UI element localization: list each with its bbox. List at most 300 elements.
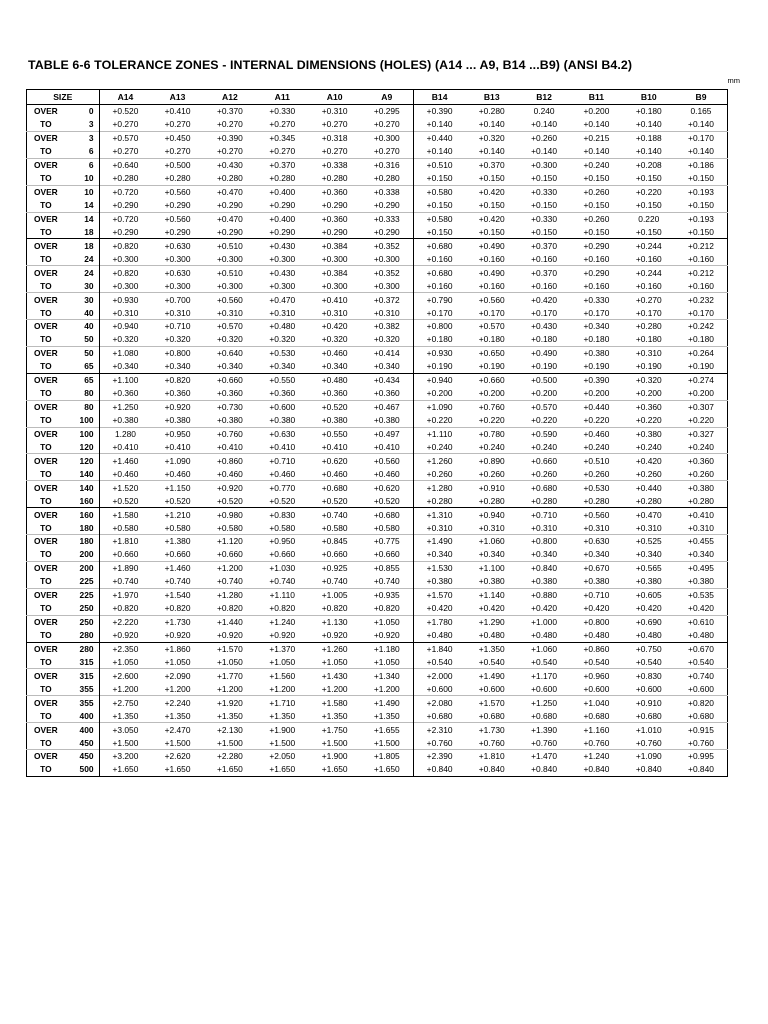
row-range-label: TO xyxy=(40,119,52,130)
tolerance-cell: +0.260 xyxy=(518,131,570,144)
tolerance-cell: +0.310 xyxy=(583,522,610,533)
table-row xyxy=(27,414,728,427)
tolerance-cell: +0.840 xyxy=(518,561,570,574)
tolerance-cell: +0.950 xyxy=(151,427,203,440)
table-row xyxy=(27,172,728,185)
tolerance-cell: +0.200 xyxy=(583,106,610,117)
tolerance-cell: +1.090 xyxy=(151,454,203,467)
tolerance-cell: +0.480 xyxy=(308,373,360,386)
tolerance-cell: +0.352 xyxy=(361,266,413,279)
tolerance-cell: +0.420 xyxy=(635,603,662,614)
tolerance-cell: +0.270 xyxy=(99,145,151,158)
tolerance-cell: +0.150 xyxy=(583,200,610,211)
tolerance-cell: +0.760 xyxy=(688,737,714,748)
tolerance-cell: +0.290 xyxy=(269,226,296,237)
tolerance-cell: +0.327 xyxy=(675,427,728,440)
tolerance-cell: +0.540 xyxy=(531,656,557,667)
tolerance-cell: +2.390 xyxy=(413,750,465,763)
header-a10: A10 xyxy=(308,90,360,105)
tolerance-cell: +0.270 xyxy=(164,146,191,157)
tolerance-cell: +1.250 xyxy=(99,400,151,413)
tolerance-cell: +0.434 xyxy=(361,373,413,386)
tolerance-cell: +0.980 xyxy=(204,508,256,521)
row-size-value: 280 xyxy=(79,630,94,641)
tolerance-cell: +0.150 xyxy=(531,226,557,237)
table-row xyxy=(27,185,728,198)
tolerance-cell: +0.280 xyxy=(478,495,505,506)
tolerance-cell: +0.280 xyxy=(478,106,505,117)
tolerance-cell: +0.430 xyxy=(518,320,570,333)
tolerance-cell: +0.300 xyxy=(269,280,296,291)
row-range-label: OVER xyxy=(27,346,65,359)
tolerance-cell: +0.800 xyxy=(151,346,203,359)
tolerance-cell: +0.382 xyxy=(361,320,413,333)
tolerance-cell: +0.372 xyxy=(361,293,413,306)
tolerance-cell: +0.380 xyxy=(583,576,610,587)
tolerance-cell: +0.660 xyxy=(466,373,518,386)
table-row xyxy=(27,131,728,144)
tolerance-cell: +0.150 xyxy=(583,173,610,184)
tolerance-cell: +1.200 xyxy=(164,683,191,694)
row-range-label: TO xyxy=(40,146,52,157)
tolerance-cell: +0.920 xyxy=(99,629,151,642)
tolerance-cell: +0.150 xyxy=(413,199,465,212)
tolerance-cell: +0.240 xyxy=(531,441,557,452)
tolerance-cell: +0.140 xyxy=(413,118,465,131)
row-range-label: TO xyxy=(40,280,52,291)
tolerance-cell: +0.310 xyxy=(321,106,348,117)
row-size-value: 225 xyxy=(79,576,94,587)
tolerance-cell: +0.330 xyxy=(518,212,570,225)
tolerance-cell: +0.530 xyxy=(256,346,308,359)
row-size-value: 14 xyxy=(84,200,94,211)
tolerance-cell: +0.520 xyxy=(216,495,243,506)
tolerance-cell: +0.820 xyxy=(321,603,348,614)
row-size-value: 50 xyxy=(65,346,99,359)
tolerance-table xyxy=(26,89,728,777)
tolerance-cell: +0.920 xyxy=(216,630,243,641)
tolerance-cell: +2.220 xyxy=(99,615,151,628)
row-size-value: 6 xyxy=(65,158,99,171)
tolerance-cell: +0.160 xyxy=(688,253,714,264)
tolerance-cell: +0.270 xyxy=(321,119,348,130)
tolerance-cell: +1.110 xyxy=(256,588,308,601)
tolerance-cell: +0.140 xyxy=(635,119,662,130)
tolerance-cell: +1.490 xyxy=(466,669,518,682)
tolerance-cell: +0.605 xyxy=(623,588,675,601)
tolerance-cell: +0.580 xyxy=(321,522,348,533)
tolerance-cell: +0.360 xyxy=(321,388,348,399)
row-size-value: 18 xyxy=(65,239,99,252)
tolerance-cell: +1.200 xyxy=(321,683,348,694)
tolerance-cell: +0.920 xyxy=(321,630,348,641)
tolerance-cell: +0.150 xyxy=(583,226,610,237)
tolerance-cell: +0.370 xyxy=(216,106,243,117)
tolerance-cell: +0.440 xyxy=(413,131,465,144)
tolerance-cell: +0.820 xyxy=(216,603,243,614)
tolerance-cell: +0.960 xyxy=(570,669,622,682)
row-range-label: TO xyxy=(40,603,52,614)
tolerance-cell: +0.352 xyxy=(361,239,413,252)
tolerance-cell: +1.390 xyxy=(518,723,570,736)
tolerance-cell: +0.320 xyxy=(623,373,675,386)
tolerance-cell: +0.920 xyxy=(204,481,256,494)
tolerance-cell: +0.680 xyxy=(583,710,610,721)
tolerance-cell: +0.160 xyxy=(413,279,465,292)
tolerance-cell: +0.680 xyxy=(308,481,360,494)
tolerance-cell: +0.330 xyxy=(518,185,570,198)
row-range-label: OVER xyxy=(27,373,65,386)
tolerance-cell: +0.530 xyxy=(570,481,622,494)
tolerance-cell: +0.140 xyxy=(688,119,714,130)
tolerance-cell: +0.420 xyxy=(466,212,518,225)
row-range-label: OVER xyxy=(27,212,65,225)
tolerance-cell: 0.165 xyxy=(690,106,712,117)
tolerance-cell: +0.760 xyxy=(531,737,557,748)
row-range-label: OVER xyxy=(27,588,65,601)
tolerance-cell: +1.500 xyxy=(321,737,348,748)
header-a11: A11 xyxy=(256,90,308,105)
row-size-value: 80 xyxy=(84,388,94,399)
table-row xyxy=(27,266,728,279)
tolerance-cell: +0.360 xyxy=(99,387,151,400)
tolerance-cell: +0.680 xyxy=(531,710,557,721)
tolerance-cell: +0.260 xyxy=(688,468,714,479)
tolerance-cell: +2.350 xyxy=(99,642,151,655)
tolerance-cell: +0.820 xyxy=(675,696,728,709)
tolerance-cell: +0.220 xyxy=(583,415,610,426)
row-size-value: 400 xyxy=(79,710,94,721)
row-size-value: 500 xyxy=(79,764,94,775)
tolerance-cell: +0.480 xyxy=(256,320,308,333)
tolerance-cell: +0.520 xyxy=(164,495,191,506)
table-row xyxy=(27,763,728,776)
tolerance-cell: +0.410 xyxy=(675,508,728,521)
tolerance-cell: +0.660 xyxy=(373,549,400,560)
row-range-label: OVER xyxy=(27,723,65,736)
table-title: TABLE 6-6 TOLERANCE ZONES - INTERNAL DIMENSIONS (HOLES) (A14 ... A9, B14 ...B9) (ANSI B4.2) xyxy=(28,58,633,72)
tolerance-cell: +0.360 xyxy=(164,388,191,399)
row-size-value: 160 xyxy=(65,508,99,521)
tolerance-cell: +1.050 xyxy=(164,656,191,667)
tolerance-cell: +0.410 xyxy=(373,441,400,452)
tolerance-cell: +0.480 xyxy=(531,630,557,641)
header-b12: B12 xyxy=(518,90,570,105)
tolerance-cell: +1.810 xyxy=(466,750,518,763)
tolerance-cell: +0.410 xyxy=(164,441,191,452)
table-row xyxy=(27,481,728,494)
table-row xyxy=(27,333,728,346)
tolerance-cell: +1.350 xyxy=(321,710,348,721)
tolerance-cell: +0.340 xyxy=(373,361,400,372)
row-range-label: OVER xyxy=(27,535,65,548)
tolerance-cell: +0.820 xyxy=(151,373,203,386)
tolerance-cell: +1.730 xyxy=(151,615,203,628)
table-row xyxy=(27,118,728,131)
tolerance-cell: +0.510 xyxy=(204,266,256,279)
tolerance-cell: +1.200 xyxy=(269,683,296,694)
tolerance-cell: +0.560 xyxy=(361,454,413,467)
tolerance-cell: +0.340 xyxy=(99,360,151,373)
tolerance-cell: +0.170 xyxy=(413,306,465,319)
tolerance-cell: +0.320 xyxy=(99,333,151,346)
tolerance-cell: +0.460 xyxy=(99,467,151,480)
tolerance-cell: +0.280 xyxy=(164,173,191,184)
tolerance-cell: +0.890 xyxy=(466,454,518,467)
row-size-value: 250 xyxy=(79,603,94,614)
tolerance-cell: +2.280 xyxy=(204,750,256,763)
tolerance-cell: +0.680 xyxy=(413,266,465,279)
header-b13: B13 xyxy=(466,90,518,105)
tolerance-cell: +0.360 xyxy=(675,454,728,467)
tolerance-cell: +0.280 xyxy=(531,495,557,506)
tolerance-cell: +0.390 xyxy=(413,105,465,118)
tolerance-cell: +0.330 xyxy=(269,106,296,117)
tolerance-cell: +0.310 xyxy=(688,522,714,533)
tolerance-cell: +0.800 xyxy=(413,320,465,333)
tolerance-cell: +0.580 xyxy=(413,185,465,198)
table-row xyxy=(27,145,728,158)
row-size-value: 180 xyxy=(65,535,99,548)
tolerance-cell: +0.460 xyxy=(321,468,348,479)
tolerance-cell: +0.820 xyxy=(99,239,151,252)
tolerance-cell: +0.310 xyxy=(269,307,296,318)
tolerance-cell: +0.925 xyxy=(308,561,360,574)
tolerance-cell: +0.570 xyxy=(466,320,518,333)
tolerance-cell: +0.450 xyxy=(151,131,203,144)
tolerance-cell: +0.340 xyxy=(321,361,348,372)
table-row xyxy=(27,669,728,682)
tolerance-cell: +0.680 xyxy=(635,710,662,721)
row-range-label: OVER xyxy=(27,508,65,521)
tolerance-cell: +1.120 xyxy=(204,535,256,548)
tolerance-cell: +0.480 xyxy=(635,630,662,641)
tolerance-cell: +0.193 xyxy=(675,212,728,225)
tolerance-cell: +0.550 xyxy=(308,427,360,440)
header-a9: A9 xyxy=(361,90,413,105)
tolerance-cell: +1.440 xyxy=(204,615,256,628)
tolerance-cell: +0.215 xyxy=(570,131,622,144)
tolerance-cell: +0.420 xyxy=(688,603,714,614)
tolerance-cell: +0.340 xyxy=(688,549,714,560)
table-row xyxy=(27,642,728,655)
tolerance-cell: +0.212 xyxy=(675,266,728,279)
tolerance-cell: +0.680 xyxy=(413,709,465,722)
tolerance-cell: +0.140 xyxy=(688,146,714,157)
tolerance-cell: +0.910 xyxy=(466,481,518,494)
row-range-label: TO xyxy=(40,200,52,211)
table-row xyxy=(27,105,728,118)
tolerance-cell: +0.330 xyxy=(570,293,622,306)
tolerance-cell: +0.160 xyxy=(688,280,714,291)
tolerance-cell: +0.240 xyxy=(688,441,714,452)
tolerance-cell: +0.580 xyxy=(373,522,400,533)
tolerance-cell: +1.970 xyxy=(99,588,151,601)
tolerance-cell: +0.307 xyxy=(675,400,728,413)
tolerance-cell: +0.260 xyxy=(570,185,622,198)
tolerance-cell: +0.240 xyxy=(635,441,662,452)
tolerance-cell: +0.380 xyxy=(164,415,191,426)
tolerance-cell: +0.220 xyxy=(635,415,662,426)
tolerance-cell: +1.100 xyxy=(99,373,151,386)
tolerance-cell: +0.320 xyxy=(321,334,348,345)
tolerance-cell: +0.600 xyxy=(478,683,505,694)
tolerance-cell: +0.660 xyxy=(518,454,570,467)
tolerance-cell: +0.770 xyxy=(256,481,308,494)
tolerance-cell: +0.280 xyxy=(321,173,348,184)
tolerance-cell: +0.410 xyxy=(308,293,360,306)
tolerance-cell: +1.250 xyxy=(518,696,570,709)
row-size-value: 80 xyxy=(65,400,99,413)
tolerance-cell: +0.460 xyxy=(164,468,191,479)
row-size-value: 30 xyxy=(84,280,94,291)
tolerance-cell: +0.290 xyxy=(570,266,622,279)
tolerance-cell: +0.580 xyxy=(99,521,151,534)
tolerance-cell: +0.510 xyxy=(204,239,256,252)
tolerance-cell: +0.680 xyxy=(688,710,714,721)
tolerance-cell: +0.170 xyxy=(635,307,662,318)
tolerance-cell: +0.220 xyxy=(623,185,675,198)
tolerance-cell: +0.380 xyxy=(531,576,557,587)
row-range-label: TO xyxy=(40,737,52,748)
tolerance-cell: +0.470 xyxy=(204,212,256,225)
tolerance-cell: +1.280 xyxy=(204,588,256,601)
row-size-value: 315 xyxy=(79,656,94,667)
tolerance-cell: +1.090 xyxy=(623,750,675,763)
tolerance-cell: +0.540 xyxy=(478,656,505,667)
tolerance-cell: +0.490 xyxy=(518,346,570,359)
tolerance-cell: +0.260 xyxy=(635,468,662,479)
tolerance-cell: +0.150 xyxy=(478,226,505,237)
tolerance-cell: +1.350 xyxy=(466,642,518,655)
tolerance-cell: +0.670 xyxy=(675,642,728,655)
tolerance-cell: +0.140 xyxy=(413,145,465,158)
tolerance-cell: +1.655 xyxy=(361,723,413,736)
tolerance-cell: +0.340 xyxy=(413,548,465,561)
tolerance-cell: +1.520 xyxy=(99,481,151,494)
tolerance-cell: +0.520 xyxy=(99,494,151,507)
tolerance-cell: +0.790 xyxy=(413,293,465,306)
table-row xyxy=(27,306,728,319)
tolerance-cell: +0.380 xyxy=(635,576,662,587)
tolerance-cell: +0.840 xyxy=(583,764,610,775)
tolerance-cell: +0.160 xyxy=(635,253,662,264)
tolerance-cell: +0.180 xyxy=(635,106,662,117)
tolerance-cell: +1.840 xyxy=(413,642,465,655)
tolerance-cell: +0.190 xyxy=(531,361,557,372)
row-size-value: 24 xyxy=(65,266,99,279)
tolerance-cell: +0.170 xyxy=(688,307,714,318)
tolerance-cell: +0.270 xyxy=(321,146,348,157)
tolerance-cell: +0.580 xyxy=(164,522,191,533)
tolerance-cell: +0.280 xyxy=(373,173,400,184)
tolerance-cell: +0.290 xyxy=(269,200,296,211)
tolerance-cell: +0.620 xyxy=(308,454,360,467)
tolerance-cell: +0.660 xyxy=(99,548,151,561)
table-row xyxy=(27,360,728,373)
tolerance-cell: +0.232 xyxy=(675,293,728,306)
tolerance-cell: +0.384 xyxy=(308,266,360,279)
tolerance-cell: +0.420 xyxy=(478,603,505,614)
row-range-label: TO xyxy=(40,253,52,264)
tolerance-cell: +1.130 xyxy=(308,615,360,628)
header-a12: A12 xyxy=(204,90,256,105)
tolerance-cell: +0.400 xyxy=(256,212,308,225)
tolerance-cell: +0.340 xyxy=(478,549,505,560)
row-size-value: 200 xyxy=(79,549,94,560)
tolerance-cell: +0.180 xyxy=(478,334,505,345)
row-range-label: OVER xyxy=(27,481,65,494)
tolerance-cell: +0.300 xyxy=(269,253,296,264)
tolerance-cell: +0.380 xyxy=(269,415,296,426)
tolerance-cell: +0.320 xyxy=(269,334,296,345)
row-range-label: OVER xyxy=(27,320,65,333)
tolerance-cell: +0.390 xyxy=(570,373,622,386)
table-row xyxy=(27,225,728,238)
row-size-value: 280 xyxy=(65,642,99,655)
tolerance-cell: +0.300 xyxy=(373,253,400,264)
row-range-label: OVER xyxy=(27,642,65,655)
tolerance-cell: +2.310 xyxy=(413,723,465,736)
tolerance-cell: +1.380 xyxy=(151,535,203,548)
tolerance-cell: +0.940 xyxy=(413,373,465,386)
tolerance-cell: +1.340 xyxy=(361,669,413,682)
row-range-label: TO xyxy=(40,710,52,721)
tolerance-cell: +0.930 xyxy=(413,346,465,359)
tolerance-cell: +0.380 xyxy=(321,415,348,426)
tolerance-cell: +1.460 xyxy=(99,454,151,467)
tolerance-cell: +0.340 xyxy=(216,361,243,372)
row-size-value: 355 xyxy=(65,696,99,709)
tolerance-cell: +0.820 xyxy=(99,266,151,279)
tolerance-cell: +0.915 xyxy=(675,723,728,736)
row-range-label: TO xyxy=(40,334,52,345)
tolerance-cell: +0.290 xyxy=(373,200,400,211)
tolerance-cell: +0.480 xyxy=(413,629,465,642)
table-row xyxy=(27,629,728,642)
tolerance-cell: +0.270 xyxy=(99,118,151,131)
tolerance-cell: +0.160 xyxy=(478,253,505,264)
table-row xyxy=(27,212,728,225)
tolerance-cell: +0.740 xyxy=(269,576,296,587)
tolerance-cell: +0.920 xyxy=(269,630,296,641)
tolerance-cell: +0.150 xyxy=(635,200,662,211)
row-range-label: OVER xyxy=(27,131,65,144)
table-row xyxy=(27,199,728,212)
tolerance-cell: +0.740 xyxy=(373,576,400,587)
tolerance-cell: +0.760 xyxy=(478,737,505,748)
tolerance-cell: +0.420 xyxy=(413,602,465,615)
tolerance-cell: +0.420 xyxy=(466,185,518,198)
tolerance-cell: +0.820 xyxy=(373,603,400,614)
row-size-value: 3 xyxy=(65,131,99,144)
tolerance-cell: +0.390 xyxy=(204,131,256,144)
tolerance-cell: +0.480 xyxy=(688,630,714,641)
tolerance-cell: +0.710 xyxy=(151,320,203,333)
tolerance-cell: +0.193 xyxy=(675,185,728,198)
row-range-label: TO xyxy=(40,388,52,399)
row-range-label: OVER xyxy=(27,454,65,467)
row-size-value: 400 xyxy=(65,723,99,736)
tolerance-cell: +1.050 xyxy=(361,615,413,628)
row-range-label: TO xyxy=(40,173,52,184)
tolerance-cell: +0.384 xyxy=(308,239,360,252)
tolerance-cell: +2.470 xyxy=(151,723,203,736)
table-row xyxy=(27,252,728,265)
tolerance-cell: +0.360 xyxy=(269,388,296,399)
tolerance-cell: +0.800 xyxy=(570,615,622,628)
tolerance-cell: +1.500 xyxy=(269,737,296,748)
